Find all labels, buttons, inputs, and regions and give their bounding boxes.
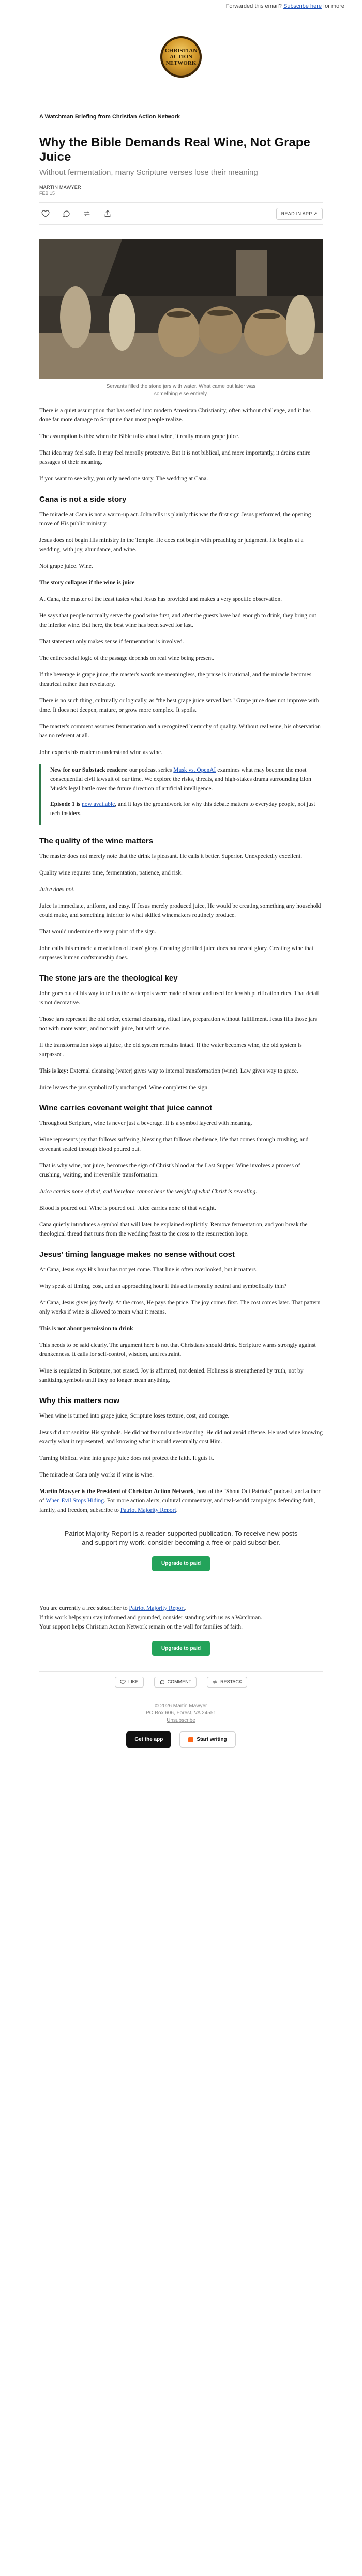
- publication-link[interactable]: Patriot Majority Report: [129, 1605, 185, 1611]
- post-date: FEB 15: [39, 191, 55, 196]
- podcast-callout: New for our Substack readers: our podcast series Musk vs. OpenAI examines what may become the most consequential civil lawsuit of our time. We explore the risks, threats, and high-stakes drama surrounding Elon Musk's legal battle over the future direction of artificial intelligence. Episode 1 is now available, and it lays the groundwork for why this debate matters to everyday people, not just tech insiders.: [39, 764, 323, 825]
- section-heading: Cana is not a side story: [39, 495, 127, 504]
- substack-icon: [188, 1737, 193, 1742]
- subscribe-link[interactable]: Subscribe here: [283, 3, 322, 9]
- section-heading: Jesus' timing language makes no sense without cost: [39, 1250, 235, 1259]
- post-title[interactable]: Why the Bible Demands Real Wine, Not Grape Juice: [39, 135, 310, 164]
- publication-name: A Watchman Briefing from Christian Action Network: [39, 114, 180, 120]
- section-heading: Wine carries covenant weight that juice cannot: [39, 1104, 213, 1112]
- section-heading: The stone jars are the theological key: [39, 974, 178, 983]
- section-heading: Why this matters now: [39, 1396, 120, 1405]
- author-bio: Martin Mawyer is the President of Christian Action Network, host of the "Shout Out Patriots" podcast, and author of When Evil Stops Hiding. For more action alerts, cultural commentary, and real-world campaigns defending faith, family, and freedom, subscribe to Patriot Majority Report.: [39, 1488, 321, 1513]
- hero-illustration: [39, 239, 323, 379]
- restack-icon[interactable]: [82, 208, 92, 219]
- share-row: [39, 1671, 323, 1692]
- post-action-bar: [39, 202, 323, 225]
- free-subscriber-note: You are currently a free subscriber to Patriot Majority Report. If this work helps you stay informed and grounded, consider standing with us as a Watchman. Your support helps Christian Action Network remain on the wall for families of faith.: [39, 1605, 262, 1630]
- hero-caption: Servants filled the stone jars with water. What came out later was something else entirely.: [106, 384, 256, 397]
- unsubscribe-link[interactable]: Unsubscribe: [167, 1718, 195, 1723]
- section-heading: The quality of the wine matters: [39, 837, 154, 846]
- subscribe-box: Patriot Majority Report is a reader-supported publication. To receive new posts and support my work, consider becoming a free or paid subscriber. Upgrade to paid: [39, 1529, 323, 1571]
- podcast-link[interactable]: Musk vs. OpenAI: [173, 767, 216, 773]
- heart-icon[interactable]: [40, 208, 51, 219]
- read-in-app-button[interactable]: READ IN APP ↗: [276, 208, 323, 220]
- comment-button[interactable]: COMMENT: [154, 1677, 197, 1688]
- comment-icon[interactable]: [61, 208, 71, 219]
- post-body: There is a quiet assumption that has settled into modern American Christianity, often without challenge, and it has done far more damage to Scripture than most people realize. The assumption is this: when the Bible talks about wine, it really means grape juice. That idea may feel safe. It may feel morally protective. But it is not biblical, and more importantly, it drains entire passages of their meaning. If you want to see why, you only need one story. The wedding at Cana. Cana is not a side story The miracle at Cana is not a warm-up act. John tells us plainly this was the first sign Jesus performed, the opening move of His public ministry. Jesus does not begin His ministry in the Temple. He does not begin with preaching or judgment. He begins at a wedding, with joy, abundance, and wine. Not grape juice. Wine. The story collapses if the wine is juice At Cana, the master of the feast tastes what Jesus has provided and makes a very specific observation. He says that people normally serve the good wine first, and after the guests have had enough to drink, they bring out the inferior wine. But here, the best wine has been saved for last. That statement only makes sense if fermentation is involved. The entire social logic of the passage depends on real wine being present. If the beverage is grape juice, the master's words are meaningless, the praise is irrational, and the miracle becomes theatrical rather than revelatory. There is no such thing, culturally or logically, as "the best grape juice served last." Grape juice does not improve with time. It does not deepen, mature, or grow more complex. It spoils. The master's comment assumes fermentation and a recognized hierarchy of quality. Without real wine, his observation has no referent at all. John expects his reader to understand wine as wine. New for our Substack readers: our podcast series Musk vs. OpenAI examines what may become the most consequential civil lawsuit of our time. We explore the risks, threats, and high-stakes drama surrounding Elon Musk's legal battle over the future direction of artificial intelligence. Episode 1 is now available, and it lays the groundwork for why this debate matters to everyday people, not just tech insiders. The quality of the wine matters The master does not merely note that the drink is pleasant. He calls it better. Superior. Unexpectedly excellent. Quality wine requires time, fermentation, patience, and risk. Juice does not. Juice is immediate, uniform, and easy. If Jesus merely produced juice, He would be creating something any household could make, and something inferior to what skilled winemakers routinely produce. That would undermine the very point of the sign. John calls this miracle a revelation of Jesus' glory. Creating glorified juice does not reveal glory. Creating wine that surpasses human craftsmanship does. The stone jars are the theological key John goes out of his way to tell us the waterpots were made of stone and used for Jewish purification rites. That detail is not decorative. Those jars represent the old order, external cleansing, ritual law, preparation without fulfillment. Jesus fills those jars not with more water, and not with juice, but with wine. If the transformation stops at juice, the old system remains intact. If the water becomes wine, the old system is surpassed. This is key: External cleansing (water) gives way to internal transformation (wine). Law gives way to grace. Juice leaves the jars symbolically unchanged. Wine completes the sign. Wine carries covenant weight that juice cannot Throughout Scripture, wine is never just a beverage. It is a symbol layered with meaning. Wine represents joy that follows suffering, blessing that follows obedience, life that comes through crushing, and covenant sealed through blood poured out. That is why wine, not juice, becomes the sign of Christ's blood at the Last Supper. Wine involves a process of crushing, waiting, and irreversible transformation. Juice carries none of that, and therefore cannot bear the weight of what Christ is revealing. Blood is poured out. Wine is poured out. Juice carries none of that weight. Cana quietly introduces a symbol that will later be explained explicitly. Remove fermentation, and you break the theological thread that runs from the wedding feast to the cross to the resurrection hope. Jesus' timing language makes no sense without cost At Cana, Jesus says His hour has not yet come. That line is often overlooked, but it matters. Why speak of timing, cost, and an approaching hour if this act is morally neutral and symbolically thin? At Cana, Jesus gives joy freely. At the cross, He pays the price. The joy comes first. The cost comes later. That pattern only works if wine is allowed to mean what it means. This is not about permission to drink This needs to be said clearly. The argument here is not that Christians should drink. Scripture warns strongly against drunkenness. It calls for self-control, wisdom, and restraint. Wine is regulated in Scripture, not erased. Joy is affirmed, not denied. Holiness is strengthened by truth, not by sanitizing symbols until they no longer mean anything. Why this matters now When wine is turned into grape juice, Scripture loses texture, cost, and courage. Jesus did not sanitize His symbols. He did not fear misunderstanding. He did not avoid offense. He used wine knowing exactly what it represented, and knowing what it would eventually cost Him. Turning biblical wine into grape juice does not protect the faith. It guts it. The miracle at Cana only works if wine is wine. Martin Mawyer is the President of Christian Action Network, host of the "Shout Out Patriots" podcast, and author of When Evil Stops Hiding. For more action alerts, cultural commentary, and real-world campaigns defending faith, family, and freedom, subscribe to Patriot Majority Report.: [39, 406, 323, 1515]
- forward-banner: Forwarded this email? Subscribe here for more: [225, 3, 344, 9]
- restack-icon: [212, 1679, 218, 1685]
- episode-link[interactable]: now available: [82, 801, 115, 807]
- author-name[interactable]: MARTIN MAWYER: [39, 185, 81, 190]
- footer: © 2026 Martin Mawyer PO Box 606, Forest, VA 24551 Unsubscribe: [39, 1703, 323, 1724]
- start-writing-button[interactable]: Start writing: [179, 1731, 235, 1748]
- app-buttons: [39, 1731, 323, 1748]
- upgrade-to-paid-button[interactable]: Upgrade to paid: [152, 1641, 210, 1656]
- restack-button[interactable]: RESTACK: [207, 1677, 247, 1688]
- publication-logo[interactable]: CHRISTIAN ACTION NETWORK: [160, 36, 202, 78]
- hero-image[interactable]: [39, 239, 323, 379]
- publication-link[interactable]: Patriot Majority Report: [120, 1507, 176, 1513]
- book-link[interactable]: When Evil Stops Hiding: [46, 1498, 104, 1504]
- share-icon[interactable]: [102, 208, 113, 219]
- post-subtitle: Without fermentation, many Scripture verses lose their meaning: [39, 168, 258, 177]
- comment-icon: [159, 1679, 165, 1685]
- upgrade-to-paid-button[interactable]: Upgrade to paid: [152, 1556, 210, 1571]
- like-button[interactable]: LIKE: [115, 1677, 144, 1688]
- heart-icon: [120, 1679, 126, 1685]
- get-app-button[interactable]: Get the app: [126, 1731, 171, 1748]
